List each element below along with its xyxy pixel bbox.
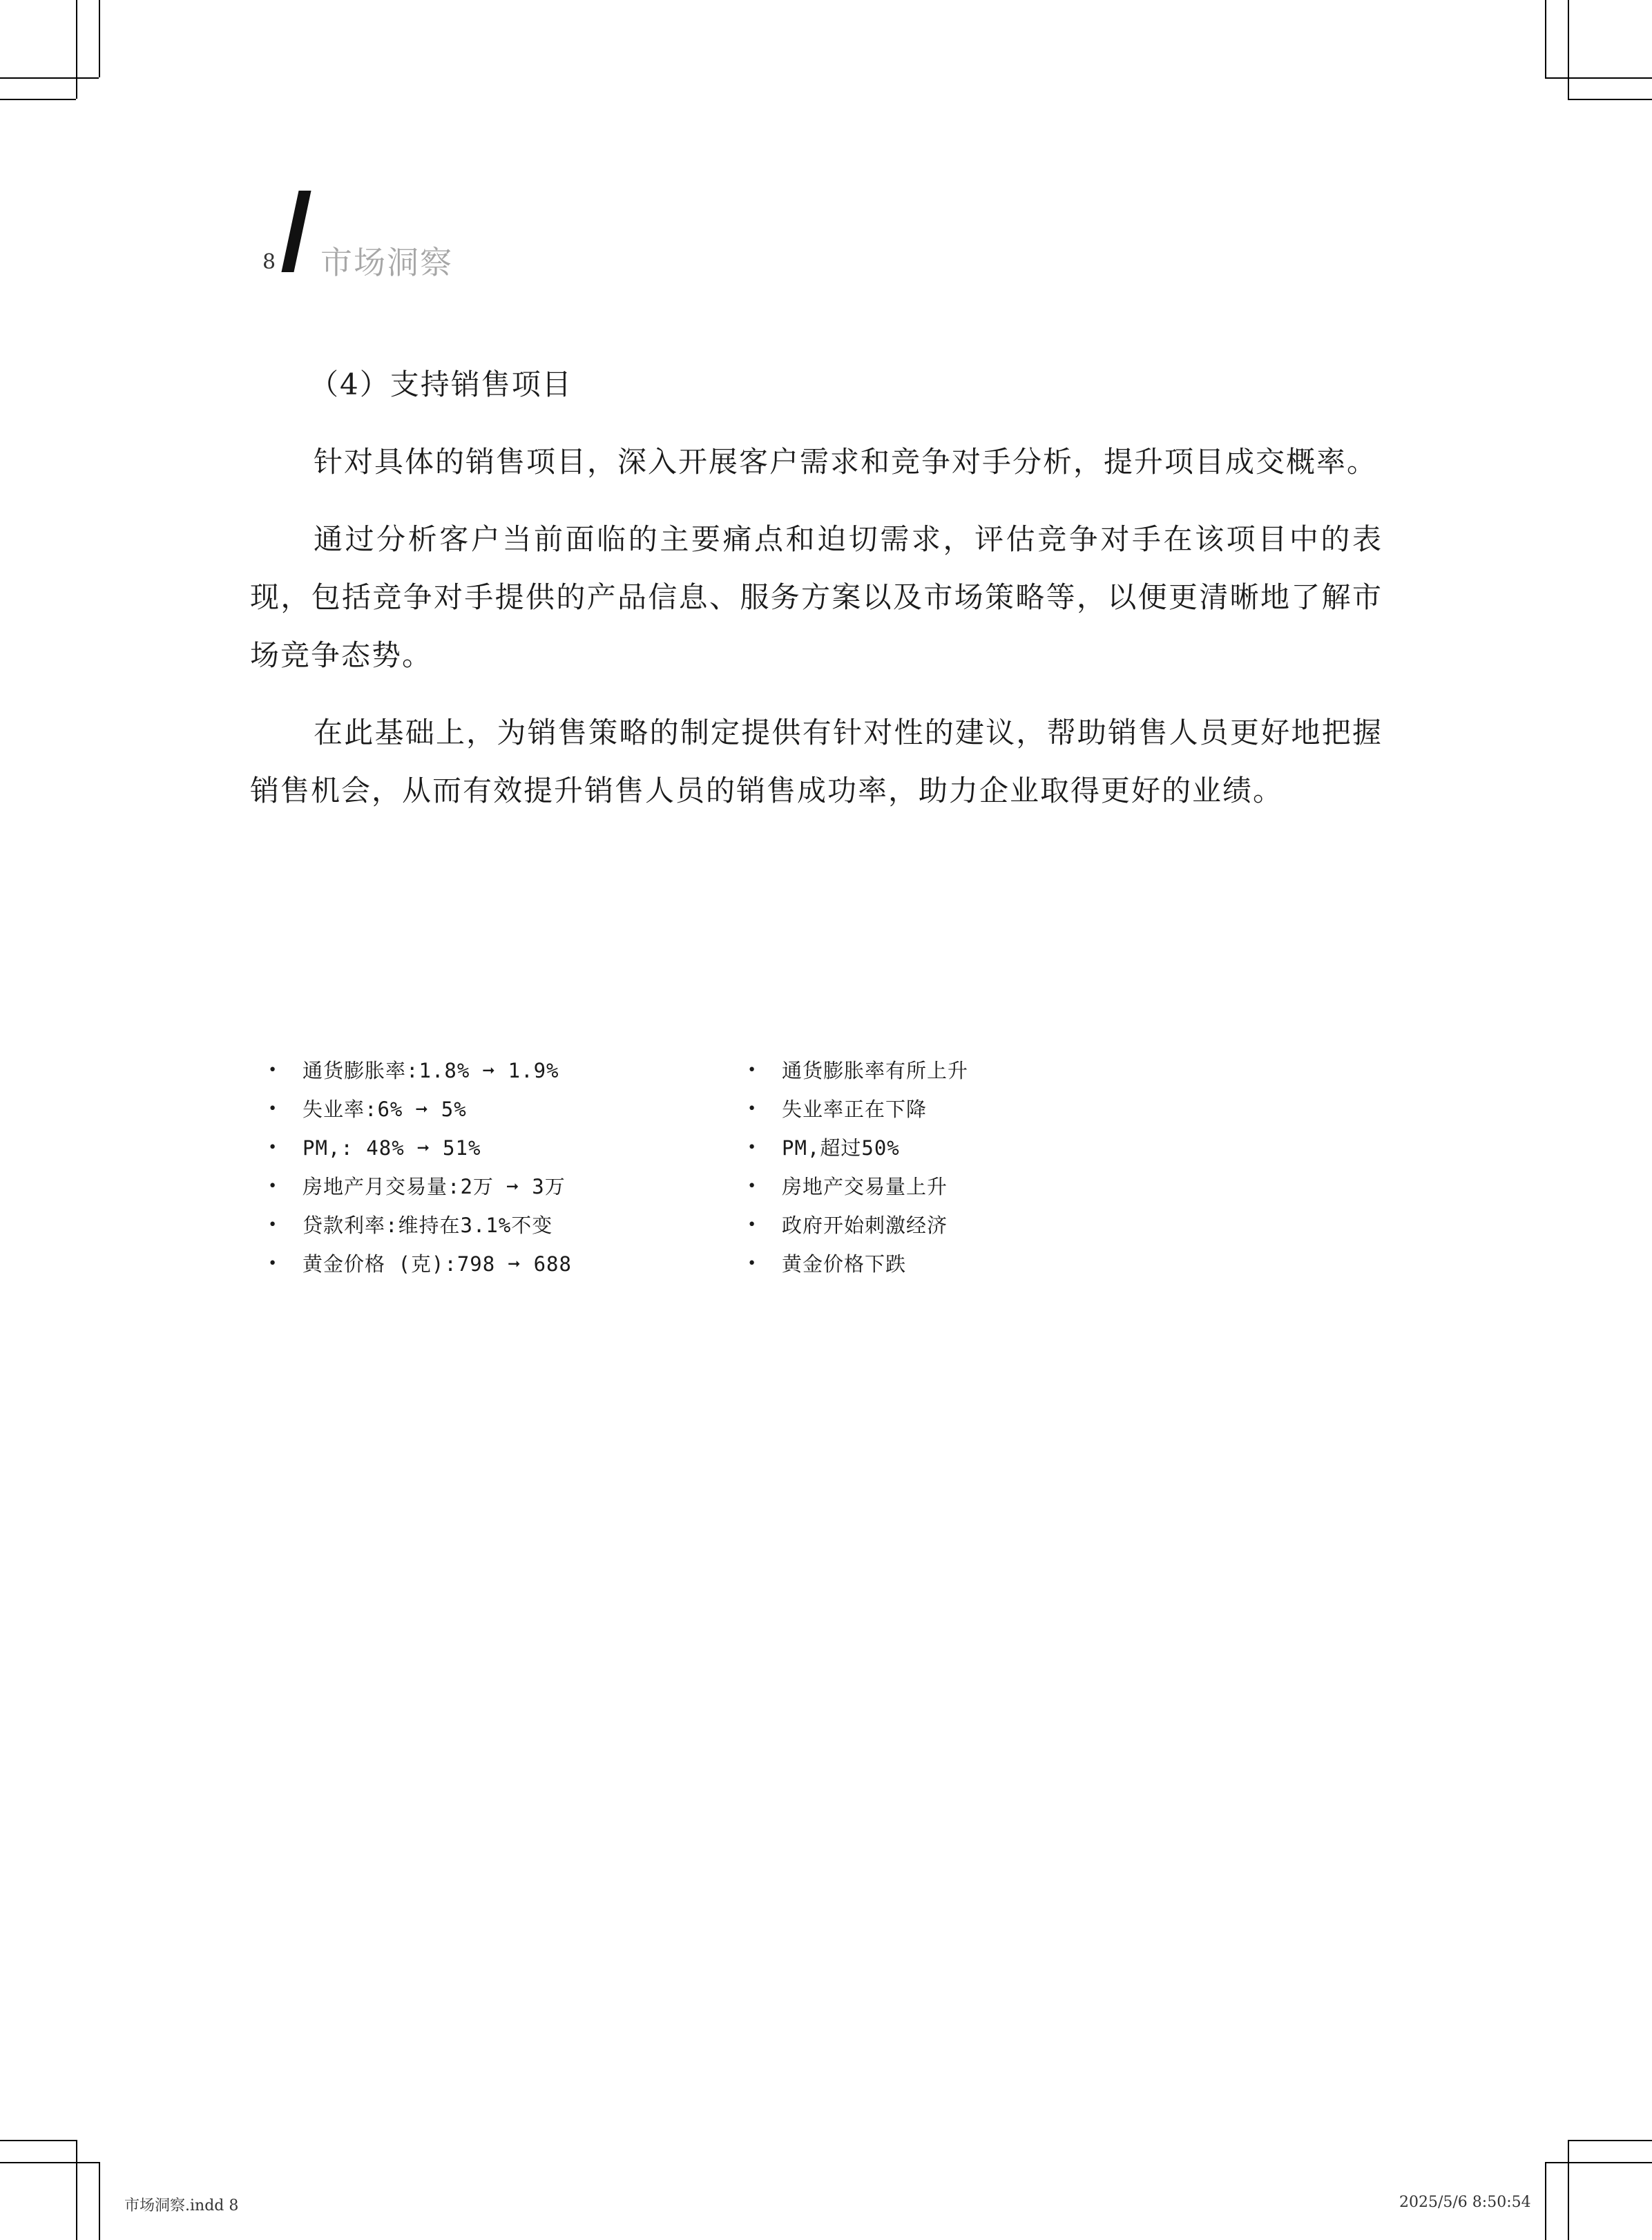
bullet-dot: • — [747, 1255, 758, 1272]
bullet-dot: • — [268, 1062, 278, 1079]
crop-mark — [1545, 2162, 1546, 2240]
list-item-text: 黄金价格 (克):798 ➞ 688 — [302, 1252, 572, 1276]
crop-mark — [76, 0, 77, 99]
bullet-dot: • — [747, 1100, 758, 1118]
bullet-dot: • — [268, 1139, 278, 1156]
list-item — [268, 1245, 572, 1283]
interpretation-list — [747, 1051, 968, 1283]
bullet-dot: • — [268, 1255, 278, 1272]
paragraph: 针对具体的销售项目，深入开展客户需求和竞争对手分析，提升项目成交概率。 — [314, 445, 1378, 479]
crop-mark — [1568, 0, 1569, 99]
crop-mark — [1568, 2140, 1569, 2240]
crop-mark — [1545, 2162, 1652, 2163]
list-item-text: PM,: 48% ➞ 51% — [302, 1136, 481, 1160]
page-number: 8 — [262, 250, 276, 274]
body-text — [250, 356, 1383, 839]
bullet-dot: • — [747, 1062, 758, 1079]
crop-mark — [76, 2140, 77, 2240]
crop-mark — [0, 99, 76, 100]
list-item-text: 黄金价格下跌 — [782, 1252, 907, 1276]
crop-mark — [0, 77, 99, 79]
crop-mark — [1568, 99, 1652, 100]
indicator-list — [268, 1051, 572, 1283]
bullet-dot: • — [268, 1216, 278, 1234]
list-item — [268, 1206, 572, 1245]
list-item — [268, 1090, 572, 1129]
running-header — [262, 181, 884, 285]
list-item-text: 政府开始刺激经济 — [782, 1214, 948, 1237]
list-item — [268, 1167, 572, 1206]
list-item — [747, 1245, 968, 1283]
crop-mark — [99, 2162, 100, 2240]
crop-mark — [0, 2140, 76, 2141]
list-item — [747, 1129, 968, 1167]
subhead: （4）支持销售项目 — [309, 367, 573, 401]
list-item-text: 房地产月交易量:2万 ➞ 3万 — [302, 1175, 566, 1198]
bullet-dot: • — [747, 1139, 758, 1156]
list-item — [747, 1206, 968, 1245]
list-item-text: 失业率正在下降 — [782, 1098, 928, 1121]
list-item-text: 通货膨胀率:1.8% ➞ 1.9% — [302, 1059, 559, 1082]
print-slug-timestamp: 2025/5/6 8:50:54 — [1399, 2194, 1531, 2211]
crop-mark — [1545, 0, 1546, 77]
section-title: 市场洞察 — [320, 244, 453, 281]
list-item — [747, 1090, 968, 1129]
list-item — [747, 1051, 968, 1090]
bullet-dot: • — [747, 1216, 758, 1234]
print-slug-filename: 市场洞察.indd 8 — [124, 2197, 239, 2214]
crop-mark — [1545, 77, 1652, 79]
crop-mark — [0, 2162, 99, 2163]
list-item-text: PM,超过50% — [782, 1136, 900, 1160]
paragraph: 在此基础上，为销售策略的制定提供有针对性的建议，帮助销售人员更好地把握销售机会，从而有效提升销售人员的销售成功率，助力企业取得更好的业绩。 — [250, 716, 1383, 807]
paragraph: 通过分析客户当前面临的主要痛点和迫切需求，评估竞争对手在该项目中的表现，包括竞争对手提供的产品信息、服务方案以及市场策略等，以便更清晰地了解市场竞争态势。 — [250, 522, 1383, 672]
list-item — [268, 1051, 572, 1090]
list-item-text: 通货膨胀率有所上升 — [782, 1059, 969, 1082]
list-item-text: 贷款利率:维持在3.1%不变 — [302, 1214, 553, 1237]
list-item-text: 房地产交易量上升 — [782, 1175, 948, 1198]
crop-mark — [99, 0, 100, 77]
crop-mark — [1568, 2140, 1652, 2141]
list-item-text: 失业率:6% ➞ 5% — [302, 1098, 467, 1121]
bullet-dot: • — [268, 1100, 278, 1118]
header-slash-divider — [281, 191, 311, 272]
bullet-dot: • — [747, 1178, 758, 1195]
list-item — [747, 1167, 968, 1206]
list-item — [268, 1129, 572, 1167]
bullet-dot: • — [268, 1178, 278, 1195]
